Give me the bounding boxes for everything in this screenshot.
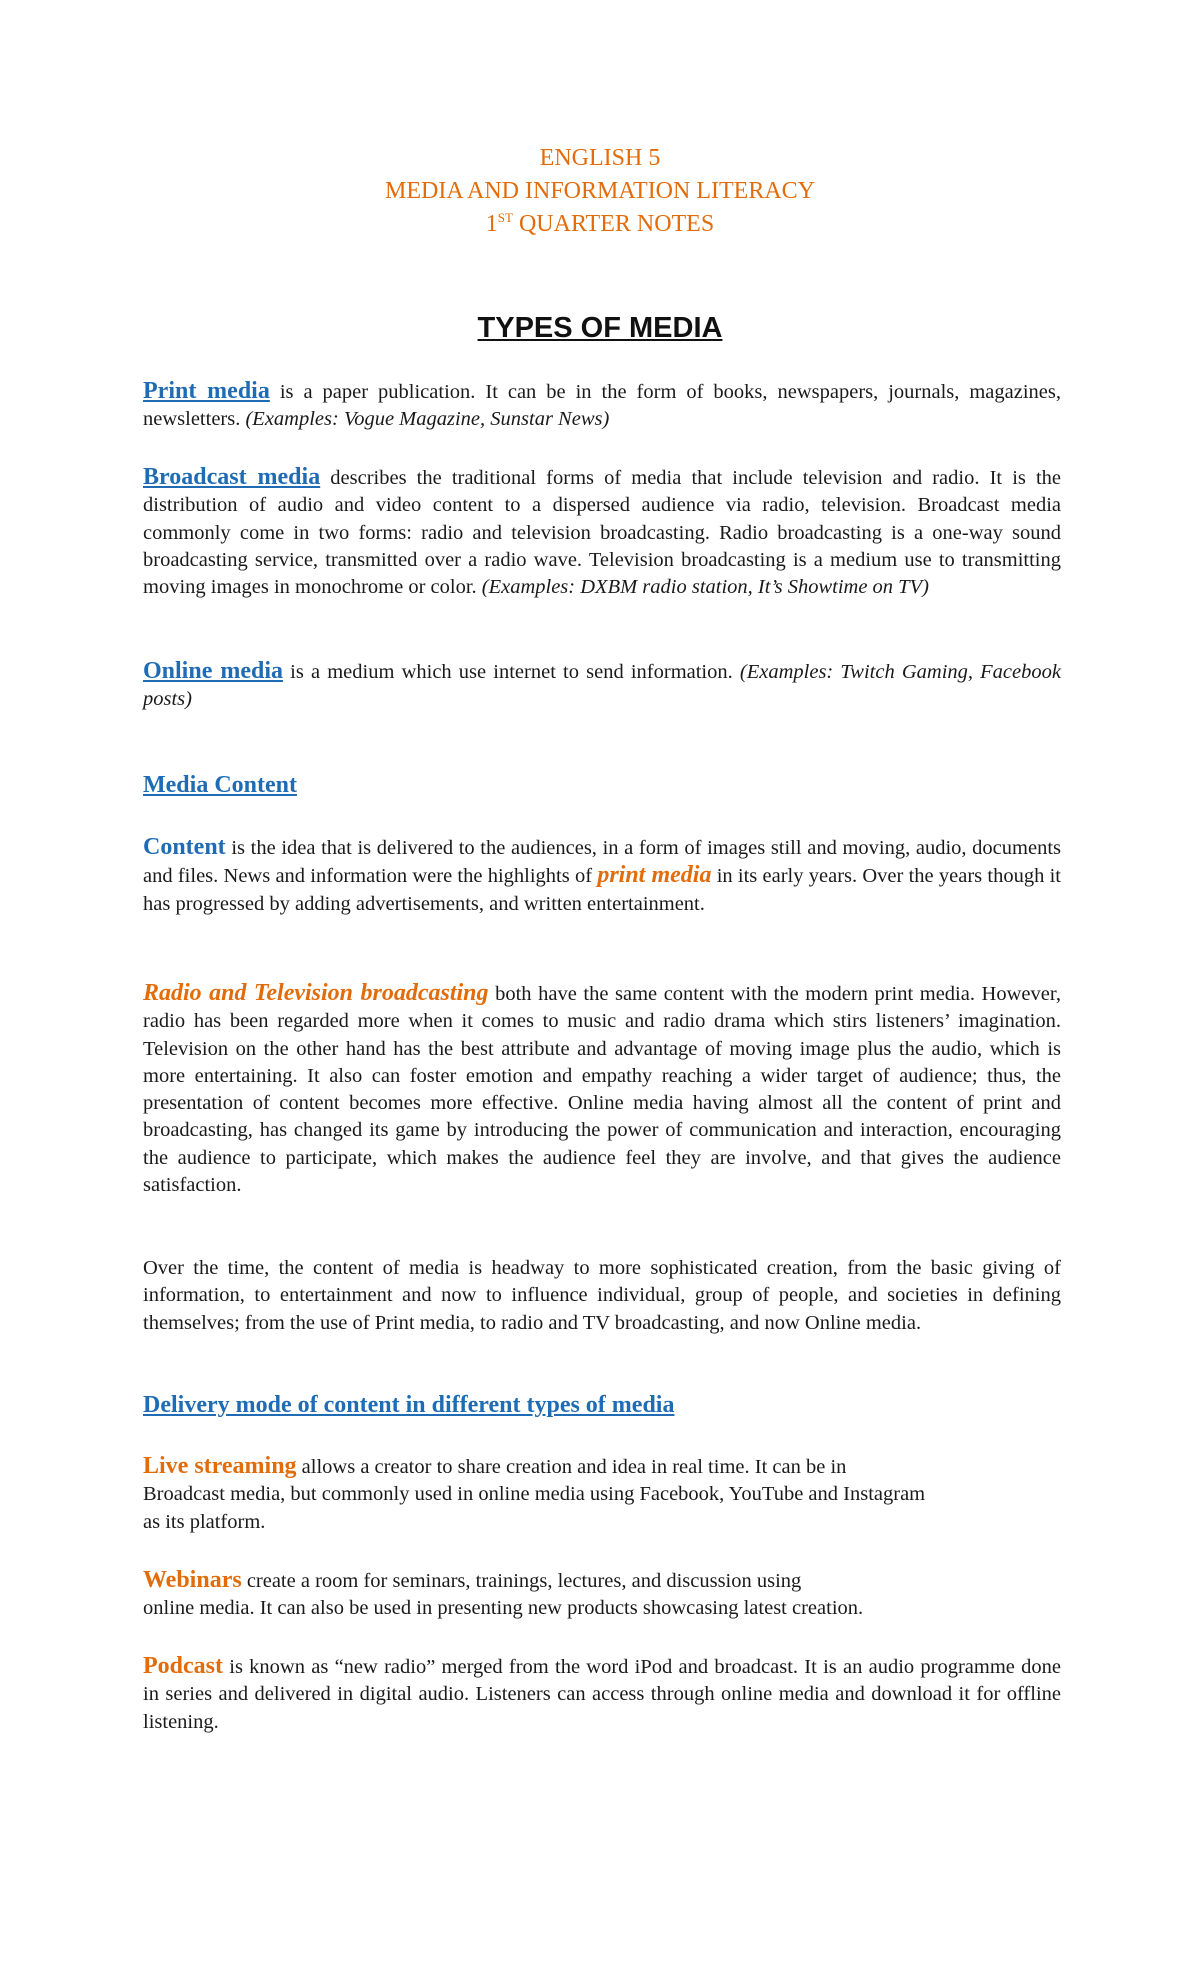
radio-tv-term: Radio and Television broadcasting — [143, 980, 489, 1006]
webinars-paragraph: Webinars create a room for seminars, trainings, lectures, and discussion using online media. It can also be used in presenting new products showcasing latest creation. — [143, 1567, 864, 1620]
broadcast-media-examples: (Examples: DXBM radio station, It’s Showtime on TV) — [481, 576, 929, 599]
print-media-paragraph: Print media is a paper publication. It can be in the form of books, newspapers, journals, magazines, newsletters. (Examples: Vogue Magazine, Sunstar News) — [143, 378, 1062, 431]
podcast-paragraph: Podcast is known as “new radio” merged from the word iPod and broadcast. It is an audio programme done in series and delivered in digital audio. Listeners can access through online media and download it for offline listening. — [143, 1653, 1061, 1733]
header-quarter: 1ST QUARTER NOTES — [485, 210, 715, 237]
media-content-heading: Media Content — [143, 772, 297, 798]
print-media-examples: (Examples: Vogue Magazine, Sunstar News) — [245, 408, 610, 431]
page-title: TYPES OF MEDIA — [477, 312, 723, 344]
print-media-term: Print media — [143, 378, 270, 404]
delivery-mode-heading: Delivery mode of content in different types of media — [143, 1392, 675, 1418]
podcast-term: Podcast — [143, 1653, 223, 1679]
broadcast-media-term: Broadcast media — [143, 464, 321, 490]
header-topic: MEDIA AND INFORMATION LITERACY — [385, 178, 815, 204]
content-term: Content — [143, 834, 226, 860]
header-subject: ENGLISH 5 — [539, 145, 661, 171]
radio-tv-paragraph: Radio and Television broadcasting both have the same content with the modern print media. However, radio has been regarded more when it comes to music and radio drama which stirs listeners’ imagination. Television on the other hand has the best attribute and advantage of moving image plus the audio, which is more entertaining. It also can foster emotion and empathy reaching a wider target of audience; thus, the presentation of content becomes more effective. Online media having almost all the content of print and broadcasting, has changed its game by introducing the power of communication and interaction, encouraging the audience to participate, which makes the audience feel they are involve, and that gives the audience satisfaction. — [143, 980, 1061, 1197]
broadcast-media-paragraph: Broadcast media describes the traditional forms of media that include television and radio. It is the distribution of audio and video content to a dispersed audience via radio, television. Broadcast media commonly come in two forms: radio and television broadcasting. Radio broadcasting is a one-way sound broadcasting service, transmitted over a radio wave. Television broadcasting is a medium use to transmitting moving images in monochrome or color. (Examples: DXBM radio station, It’s Showtime on TV) — [143, 464, 1062, 599]
online-media-term: Online media — [143, 658, 284, 684]
document-header — [0, 142, 1200, 241]
webinars-term: Webinars — [143, 1567, 242, 1593]
live-streaming-paragraph: Live streaming allows a creator to share creation and idea in real time. It can be in Broadcast media, but commonly used in online media using Facebook, YouTube and Instagram as its platform. — [143, 1453, 926, 1533]
content-paragraph: Content is the idea that is delivered to the audiences, in a form of images still and moving, audio, documents and files. News and information were the highlights of print media in its early years. Over the years though it has progressed by adding advertisements, and written entertainment. — [143, 834, 1061, 915]
online-media-examples: (Examples: Twitch Gaming, Facebook posts) — [143, 661, 1061, 711]
over-time-paragraph: Over the time, the content of media is headway to more sophisticated creation, from the basic giving of information, to entertainment and now to influence individual, group of people, and societies in defining themselves; from the use of Print media, to radio and TV broadcasting, and now Online media. — [143, 1257, 1061, 1334]
print-media-emphasis: print media — [597, 862, 712, 889]
online-media-paragraph: Online media is a medium which use internet to send information. (Examples: Twitch Gaming, Facebook posts) — [143, 658, 1061, 711]
live-streaming-term: Live streaming — [143, 1453, 297, 1479]
